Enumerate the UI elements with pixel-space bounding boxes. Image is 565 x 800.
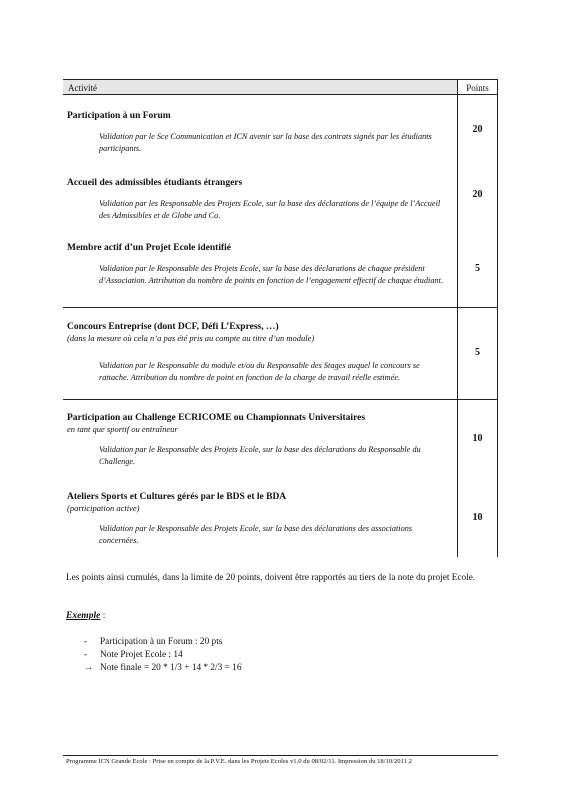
- row-points: 10: [472, 433, 483, 444]
- row-title: Ateliers Sports et Cultures gérés par le BDS et le BDA: [67, 492, 287, 502]
- example-heading: [66, 611, 105, 621]
- row-points: 10: [472, 512, 483, 523]
- table-right-border: [497, 95, 498, 557]
- table-row: [67, 177, 453, 221]
- row-description: Validation par les Responsable des Projets Ecole, sur la base des déclarations de l’équipe de l’Accueil des Admissibles et de Globe and Co.: [99, 199, 441, 220]
- list-item: [84, 662, 241, 675]
- table-row: [67, 321, 453, 383]
- example-list: [84, 636, 241, 675]
- row-description: Validation par le Responsable du module et/ou du Responsable des Stages auquel le concours se rattache. Attribution du nombre de point en fonction de la charge de travail réelle estimée.: [99, 361, 420, 382]
- list-item: [84, 636, 241, 649]
- list-item: [84, 649, 241, 662]
- summary-paragraph: Les points ainsi cumulés, dans la limite de 20 points, doivent être rapportés au tiers de la note du projet Ecole.: [66, 573, 476, 583]
- row-divider: [63, 307, 498, 308]
- column-divider: [457, 95, 458, 557]
- table-row: [67, 412, 453, 467]
- footer-divider: [63, 755, 498, 756]
- row-points: 5: [475, 347, 480, 358]
- activity-points-table: [63, 79, 498, 557]
- list-bullet: -: [84, 637, 88, 647]
- table-header-activity: Activité: [63, 79, 457, 95]
- row-divider: [63, 399, 498, 400]
- table-header-points: Points: [457, 79, 498, 95]
- row-subtitle: en tant que sportif ou entraîneur: [67, 424, 178, 434]
- row-points: 20: [472, 189, 483, 200]
- list-item-text: Participation à un Forum : 20 pts: [100, 637, 223, 647]
- page-footer: Programme ICN Grande Ecole : Prise en compte de la P.V.E. dans les Projets Ecoles v1.0 du 08/02/11. Impression du 18/10/2011 2: [66, 758, 412, 765]
- row-description: Validation par le Responsable des Projets Ecole, sur la base des déclarations du Responsable du Challenge.: [99, 445, 421, 466]
- table-row: [67, 110, 453, 154]
- list-bullet: -: [84, 650, 88, 660]
- row-points: 5: [475, 263, 480, 274]
- row-description: Validation par le Responsable des Projets Ecole, sur la base des déclarations des associations concernées.: [99, 524, 413, 545]
- row-title: Accueil des admissibles étudiants étrangers: [67, 178, 243, 188]
- list-item-text: Note Projet Ecole : 14: [100, 650, 183, 660]
- table-row: [67, 242, 453, 286]
- row-title: Participation à un Forum: [67, 111, 171, 121]
- example-colon: :: [100, 611, 106, 621]
- row-title: Membre actif d’un Projet Ecole identifié: [67, 243, 232, 253]
- row-title: Participation au Challenge ECRICOME ou Championnats Universitaires: [67, 413, 366, 423]
- row-description: Validation par le Responsable des Projets Ecole, sur la base des déclarations de chaque président d’Association. Attribution du nombre de points en fonction de l’engagement effectif de chaque étudiant.: [99, 264, 444, 285]
- example-label: Exemple: [66, 611, 101, 621]
- row-subtitle: (dans la mesure où cela n’a pas été pris au compte au titre d’un module): [67, 333, 315, 343]
- arrow-icon: →: [84, 663, 94, 673]
- row-description: Validation par le Sce Communication et ICN avenir sur la base des contrats signés par les étudiants participants.: [99, 132, 432, 153]
- table-row: [67, 491, 453, 546]
- list-item-text: Note finale = 20 * 1/3 + 14 * 2/3 = 16: [100, 663, 242, 673]
- row-points: 20: [472, 124, 483, 135]
- row-subtitle: (participation active): [67, 503, 140, 513]
- row-title: Concours Entreprise (dont DCF, Défi L’Express, …): [67, 322, 279, 332]
